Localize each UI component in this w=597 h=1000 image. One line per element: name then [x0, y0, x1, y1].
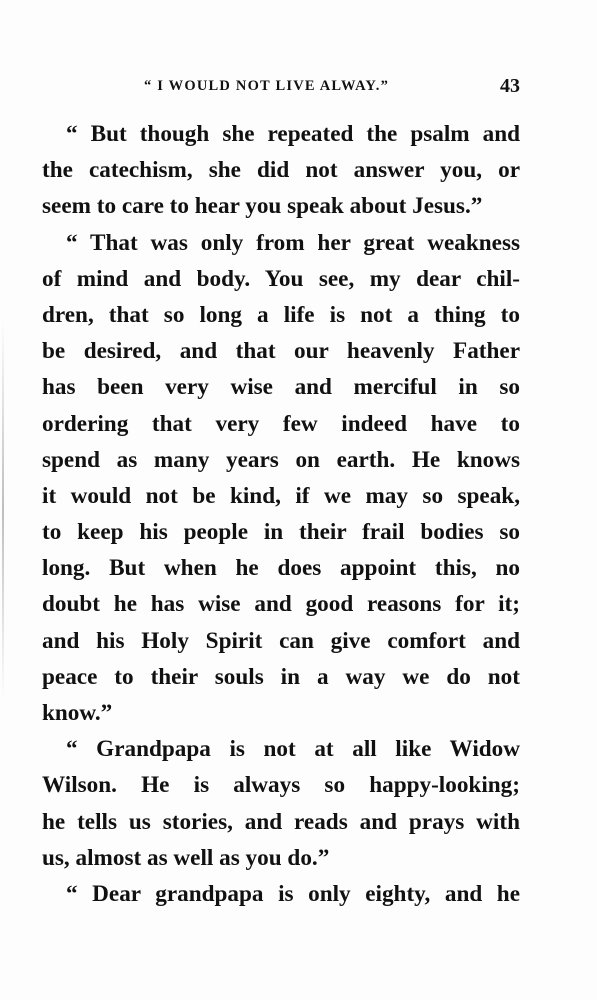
text-line: be desired, and that our heavenly Father	[42, 338, 520, 365]
body-text	[42, 116, 520, 912]
text-line: “ Dear grandpapa is only eighty, and he	[66, 880, 520, 907]
text-line: long. But when he does appoint this, no	[42, 555, 520, 582]
page-number: 43	[500, 75, 520, 97]
text-line: “ That was only from her great weakness	[66, 229, 520, 256]
text-line: and his Holy Spirit can give comfort and	[42, 627, 520, 654]
running-head: “ I WOULD NOT LIVE ALWAY.”	[144, 78, 390, 94]
text-line: ordering that very few indeed have to	[42, 410, 520, 437]
text-line: know.”	[42, 700, 113, 726]
text-line: spend as many years on earth. He knows	[42, 446, 520, 473]
text-line: us, almost as well as you do.”	[42, 844, 330, 871]
text-line: “ Grandpapa is not at all like Widow	[66, 736, 520, 763]
text-line: doubt he has wise and good reasons for it;	[42, 591, 520, 618]
text-line: dren, that so long a life is not a thing to	[42, 301, 520, 328]
text-line: Wilson. He is always so happy-looking;	[42, 772, 520, 799]
text-line: he tells us stories, and reads and prays with	[42, 808, 520, 835]
text-line: peace to their souls in a way we do not	[42, 663, 520, 690]
text-line: seem to care to hear you speak about Jesus.”	[42, 193, 483, 220]
text-line: has been very wise and merciful in so	[42, 374, 520, 401]
text-line: the catechism, she did not answer you, or	[42, 157, 520, 184]
text-line: it would not be kind, if we may so speak,	[42, 482, 520, 509]
text-line: “ But though she repeated the psalm and	[66, 121, 520, 147]
page-header	[42, 75, 520, 102]
text-line: to keep his people in their frail bodies so	[42, 519, 520, 546]
page-edge-shadow	[2, 320, 4, 700]
text-line: of mind and body. You see, my dear chil-	[42, 265, 520, 292]
